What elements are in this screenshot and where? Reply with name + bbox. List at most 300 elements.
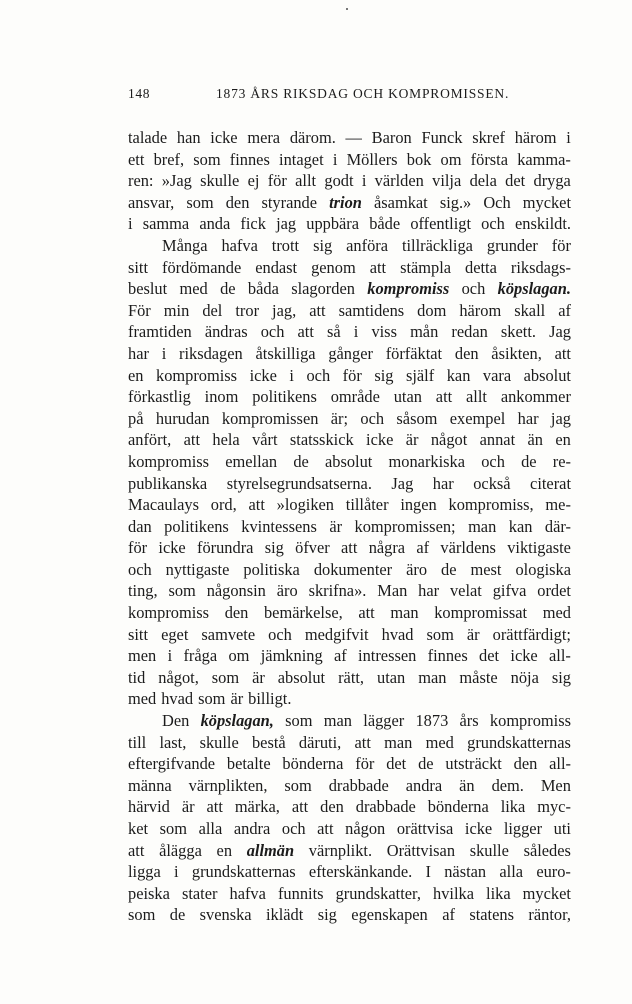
text-line xyxy=(128,753,571,775)
word: att xyxy=(317,819,334,838)
word: några xyxy=(368,538,406,558)
text-line xyxy=(128,580,571,602)
word: Orättvisan xyxy=(386,840,456,860)
word: intressen xyxy=(358,646,417,666)
word: icke xyxy=(210,128,238,147)
word: me- xyxy=(545,495,571,515)
word: värnplikt. xyxy=(308,840,373,860)
word: ord, xyxy=(210,495,237,515)
word: där- xyxy=(544,516,571,536)
word: skulle xyxy=(469,840,509,860)
word: som xyxy=(285,711,313,731)
word: drabbade xyxy=(355,797,416,817)
word: om xyxy=(228,646,250,666)
word: på xyxy=(128,408,144,428)
word: ändras xyxy=(204,322,248,342)
word: något xyxy=(430,430,468,450)
word: rätt, xyxy=(338,667,365,687)
word: stämpla xyxy=(400,257,452,277)
word: skrifna». xyxy=(308,581,367,601)
word: vilja xyxy=(432,171,462,191)
word: ologiska xyxy=(515,559,571,579)
word: i xyxy=(128,214,133,234)
word: hvilka xyxy=(433,883,474,903)
word: både xyxy=(369,214,401,234)
word: jag, xyxy=(272,300,297,320)
word: fråga xyxy=(183,646,218,666)
word: kompromissen xyxy=(221,408,319,428)
word: som xyxy=(198,689,226,709)
word: I xyxy=(425,862,431,882)
word: kompromissen; xyxy=(354,516,456,536)
word: som xyxy=(211,667,240,687)
word: är xyxy=(252,667,265,687)
word: statsskick xyxy=(289,430,354,450)
word: andra xyxy=(233,819,271,838)
word: Man xyxy=(377,581,408,601)
word: »Jag xyxy=(161,171,192,191)
word: genom xyxy=(311,257,356,277)
word: slagorden xyxy=(291,279,355,299)
word: intaget xyxy=(279,149,324,169)
word: och xyxy=(306,365,331,385)
word: tillräckliga xyxy=(401,235,473,255)
word: man xyxy=(323,711,352,731)
word: gånger xyxy=(328,343,373,363)
text-line xyxy=(128,796,571,818)
word: åtskilliga xyxy=(255,343,316,363)
word: citerat xyxy=(530,473,571,493)
word: all- xyxy=(549,646,571,666)
word: offentligt xyxy=(410,214,472,234)
word: har xyxy=(418,581,440,601)
word: utan xyxy=(393,387,422,407)
text-line xyxy=(128,688,571,710)
word: ren: xyxy=(128,171,154,191)
word: samvete xyxy=(201,624,256,644)
word: alla xyxy=(499,862,524,882)
word: ansvar, xyxy=(128,192,175,212)
word: att xyxy=(128,840,145,860)
word: har xyxy=(432,473,454,493)
word: »logiken xyxy=(276,495,334,515)
word: skulle xyxy=(200,171,240,191)
word: har xyxy=(128,343,149,363)
word: hafva xyxy=(229,883,266,903)
word: uppbära xyxy=(306,214,360,234)
word: medgifvit xyxy=(304,624,369,644)
emphasized-word: trion xyxy=(329,192,362,212)
text-line xyxy=(128,624,571,646)
word: de xyxy=(220,279,236,299)
text-line xyxy=(128,473,571,495)
word: framtiden xyxy=(128,322,192,342)
word: att xyxy=(291,797,309,817)
word: Den xyxy=(162,711,190,731)
word: en xyxy=(555,430,571,450)
word: billigt. xyxy=(248,689,292,709)
word: och xyxy=(128,559,152,579)
text-line xyxy=(128,149,571,171)
word: kvintessens xyxy=(241,516,317,536)
word: man xyxy=(418,667,447,687)
word: som xyxy=(426,624,454,644)
word: som xyxy=(168,581,196,601)
word: ordet xyxy=(537,581,571,601)
word: beslut xyxy=(128,279,168,299)
word: betalte xyxy=(226,754,271,774)
word: dela xyxy=(469,171,497,191)
word: en xyxy=(216,840,233,860)
word: 1873 xyxy=(415,711,449,731)
word: själf xyxy=(405,365,435,385)
word: svenska xyxy=(199,905,252,925)
word: och xyxy=(360,408,385,428)
word: endast xyxy=(255,257,298,277)
word: af xyxy=(558,300,571,320)
text-line xyxy=(128,365,571,387)
word: för xyxy=(551,235,571,255)
word: nyttigaste xyxy=(165,559,230,579)
word: jämkning xyxy=(260,646,323,666)
word: som xyxy=(128,905,156,925)
word: kan xyxy=(446,365,471,385)
word: hvad xyxy=(161,689,194,709)
word: orättfärdigt; xyxy=(492,624,571,644)
text-line xyxy=(128,127,571,149)
emphasized-word: allmän xyxy=(246,840,295,860)
text-line xyxy=(128,883,571,905)
text-line xyxy=(128,602,571,624)
word: euro- xyxy=(536,862,571,882)
word: styrande xyxy=(261,192,318,212)
word: Baron xyxy=(371,128,412,147)
word: gifva xyxy=(492,581,527,601)
word: politikens xyxy=(252,387,317,407)
word: uti xyxy=(553,819,571,838)
word: att xyxy=(309,300,326,320)
word: man xyxy=(384,732,413,752)
word: Men xyxy=(540,775,571,795)
text-line xyxy=(128,451,571,473)
word: är xyxy=(181,797,195,817)
word: de xyxy=(418,754,434,774)
text-line xyxy=(128,667,571,689)
word: att xyxy=(297,322,314,342)
word: anda xyxy=(199,214,231,234)
word: dem. xyxy=(491,775,524,795)
word: icke xyxy=(366,430,394,450)
word: Möllers xyxy=(346,149,398,169)
word: för xyxy=(128,538,148,558)
word: af xyxy=(416,538,430,558)
word: kompromiss xyxy=(156,365,238,385)
word: mera xyxy=(247,128,281,147)
word: annat xyxy=(479,430,516,450)
word: tror xyxy=(235,300,260,320)
word: att xyxy=(354,732,371,752)
word: skall xyxy=(514,300,546,320)
word: åsamkat xyxy=(374,192,428,212)
word: det xyxy=(386,754,407,774)
word: politiska xyxy=(243,559,300,579)
word: bref, xyxy=(153,149,185,169)
word: anfört, xyxy=(128,430,172,450)
word: mån xyxy=(410,322,439,342)
word: förfäktat xyxy=(385,343,443,363)
word: fördömande xyxy=(162,257,242,277)
word: det xyxy=(479,646,500,666)
word: område xyxy=(330,387,380,407)
word: mest xyxy=(470,559,502,579)
word: kompromissat xyxy=(434,603,528,623)
word: monarkiska xyxy=(388,451,466,471)
word: den xyxy=(225,192,250,212)
word: att xyxy=(369,257,387,277)
word: redan xyxy=(451,322,488,342)
text-line xyxy=(128,775,571,797)
emphasized-word: kompromiss xyxy=(367,279,450,299)
text-line xyxy=(128,494,571,516)
word: ligga xyxy=(128,862,161,882)
word: första xyxy=(470,149,508,169)
text-line xyxy=(128,408,571,430)
word: del xyxy=(202,300,223,320)
word: för xyxy=(342,365,362,385)
word: allt xyxy=(295,171,317,191)
word: och xyxy=(481,214,505,234)
word: bestå xyxy=(251,732,286,752)
word: last, xyxy=(159,732,187,752)
word: hafva xyxy=(221,235,258,255)
word: kan xyxy=(508,516,533,536)
text-line xyxy=(128,818,571,840)
word: stater xyxy=(181,883,218,903)
word: myc- xyxy=(537,797,571,817)
word: äro xyxy=(276,581,298,601)
word: orättvisa xyxy=(396,819,454,838)
word: de xyxy=(169,905,186,925)
text-line xyxy=(128,904,571,926)
word: sitt xyxy=(128,624,149,644)
word: i xyxy=(161,343,167,363)
word: att xyxy=(248,495,265,515)
word: att xyxy=(358,603,375,623)
word: vårt xyxy=(252,430,278,450)
word: ket xyxy=(128,819,149,838)
text-line xyxy=(128,386,571,408)
word: finnes xyxy=(229,149,270,169)
word: är; xyxy=(330,408,349,428)
word: härom xyxy=(514,128,557,147)
word: däruti, xyxy=(298,732,342,752)
word: är xyxy=(405,430,419,450)
word: kompromiss xyxy=(128,603,210,623)
word: båda xyxy=(247,279,279,299)
word: sig.» xyxy=(439,192,472,212)
word: viktigaste xyxy=(507,538,571,558)
word: — xyxy=(345,128,362,147)
word: icke xyxy=(464,819,493,838)
word: kamma- xyxy=(517,149,571,169)
word: och xyxy=(260,322,285,342)
word: för xyxy=(355,754,375,774)
word: i xyxy=(566,128,571,147)
word: icke xyxy=(158,538,186,558)
word: allt xyxy=(466,387,487,407)
text-line xyxy=(128,559,571,581)
text-line xyxy=(128,645,571,667)
word: sig xyxy=(313,235,333,255)
word: För xyxy=(128,300,151,320)
text-line xyxy=(128,192,571,214)
word: att xyxy=(206,797,223,817)
word: ett xyxy=(128,149,145,169)
word: man xyxy=(390,603,419,623)
emphasized-word: köpslagan, xyxy=(200,711,274,731)
word: är xyxy=(466,624,480,644)
word: jag xyxy=(550,408,571,428)
word: all- xyxy=(549,754,571,774)
text-line xyxy=(128,537,571,559)
word: riksdags- xyxy=(510,257,571,277)
word: och xyxy=(268,624,292,644)
text-line xyxy=(128,343,571,365)
word: att xyxy=(341,538,358,558)
word: kompromiss xyxy=(128,451,210,471)
word: hurudan xyxy=(155,408,210,428)
word: att xyxy=(183,430,200,450)
word: hvad xyxy=(381,624,414,644)
word: nästan xyxy=(444,862,487,882)
word: nöja xyxy=(510,667,539,687)
word: den xyxy=(513,754,538,774)
word: tid xyxy=(128,667,146,687)
word: att xyxy=(554,343,571,363)
word: detta xyxy=(465,257,497,277)
word: märka, xyxy=(234,797,280,817)
word: äro xyxy=(406,559,428,579)
word: med xyxy=(542,603,571,623)
word: trott xyxy=(271,235,300,255)
word: kompromiss xyxy=(489,711,571,731)
word: öfver xyxy=(295,538,330,558)
word: Jag xyxy=(391,473,414,493)
word: peiska xyxy=(128,883,170,903)
word: icke xyxy=(510,646,538,666)
print-speck xyxy=(346,8,348,10)
word: man xyxy=(468,516,497,536)
word: därom. xyxy=(289,128,336,147)
word: någonsin xyxy=(206,581,266,601)
word: finnes xyxy=(427,646,468,666)
word: eget xyxy=(161,624,189,644)
word: dokumenter xyxy=(313,559,393,579)
word: värnplikten, xyxy=(188,775,268,795)
word: ej xyxy=(247,171,260,191)
word: till xyxy=(128,732,147,752)
word: statens xyxy=(469,905,514,925)
word: förkastlig xyxy=(128,387,191,407)
word: absolut xyxy=(277,667,326,687)
word: tillåter xyxy=(345,495,389,515)
word: sig xyxy=(551,667,571,687)
word: talade xyxy=(128,128,168,147)
word: hela xyxy=(212,430,240,450)
word: har xyxy=(517,408,539,428)
word: den xyxy=(454,343,479,363)
word: publikanska xyxy=(128,473,208,493)
word: och xyxy=(481,451,505,471)
running-title: 1873 ÅRS RIKSDAG OCH KOMPROMISSEN. xyxy=(216,86,510,101)
word: dryga xyxy=(533,171,571,191)
text-line xyxy=(128,278,571,300)
word: dom xyxy=(417,300,447,320)
word: den xyxy=(320,797,344,817)
word: den xyxy=(224,603,249,623)
text-line xyxy=(128,235,571,257)
word: sig xyxy=(264,538,284,558)
word: enskildt. xyxy=(515,214,571,234)
word: Jag xyxy=(549,322,571,342)
word: en xyxy=(128,365,144,385)
text-line xyxy=(128,213,571,235)
word: är xyxy=(329,516,343,536)
word: viss xyxy=(371,322,397,342)
text-line xyxy=(128,257,571,279)
word: i xyxy=(361,171,367,191)
word: att xyxy=(435,387,453,407)
word: lägger xyxy=(363,711,405,731)
word: skett. xyxy=(500,322,536,342)
word: emellan xyxy=(225,451,278,471)
word: funnits xyxy=(277,883,324,903)
word: de xyxy=(521,451,537,471)
word: riksdagen xyxy=(179,343,243,363)
word: ting, xyxy=(128,581,158,601)
word: egenskapen xyxy=(351,905,428,925)
word: exempel xyxy=(449,408,506,428)
word: drabbade xyxy=(328,775,389,795)
word: utan xyxy=(377,667,406,687)
text-line xyxy=(128,840,571,862)
word: bönderna xyxy=(427,797,489,817)
word: absolut xyxy=(325,451,373,471)
word: skulle xyxy=(199,732,239,752)
word: i xyxy=(174,862,179,882)
word: än xyxy=(459,775,475,795)
text-line xyxy=(128,429,571,451)
word: Funck xyxy=(421,128,463,147)
emphasized-word: köpslagan. xyxy=(497,279,571,299)
word: männa xyxy=(128,775,172,795)
word: sig xyxy=(374,365,394,385)
word: lika xyxy=(500,797,526,817)
word: ålägga xyxy=(159,840,202,860)
word: någon xyxy=(345,819,386,838)
word: så xyxy=(327,322,341,342)
word: andra xyxy=(405,775,443,795)
word: sitt xyxy=(128,257,149,277)
word: grunder xyxy=(486,235,538,255)
text-line xyxy=(128,732,571,754)
word: som xyxy=(284,775,312,795)
word: politikens xyxy=(164,516,229,536)
word: icke xyxy=(249,365,277,385)
text-line xyxy=(128,516,571,538)
text-line xyxy=(128,170,571,192)
word: inom xyxy=(204,387,239,407)
